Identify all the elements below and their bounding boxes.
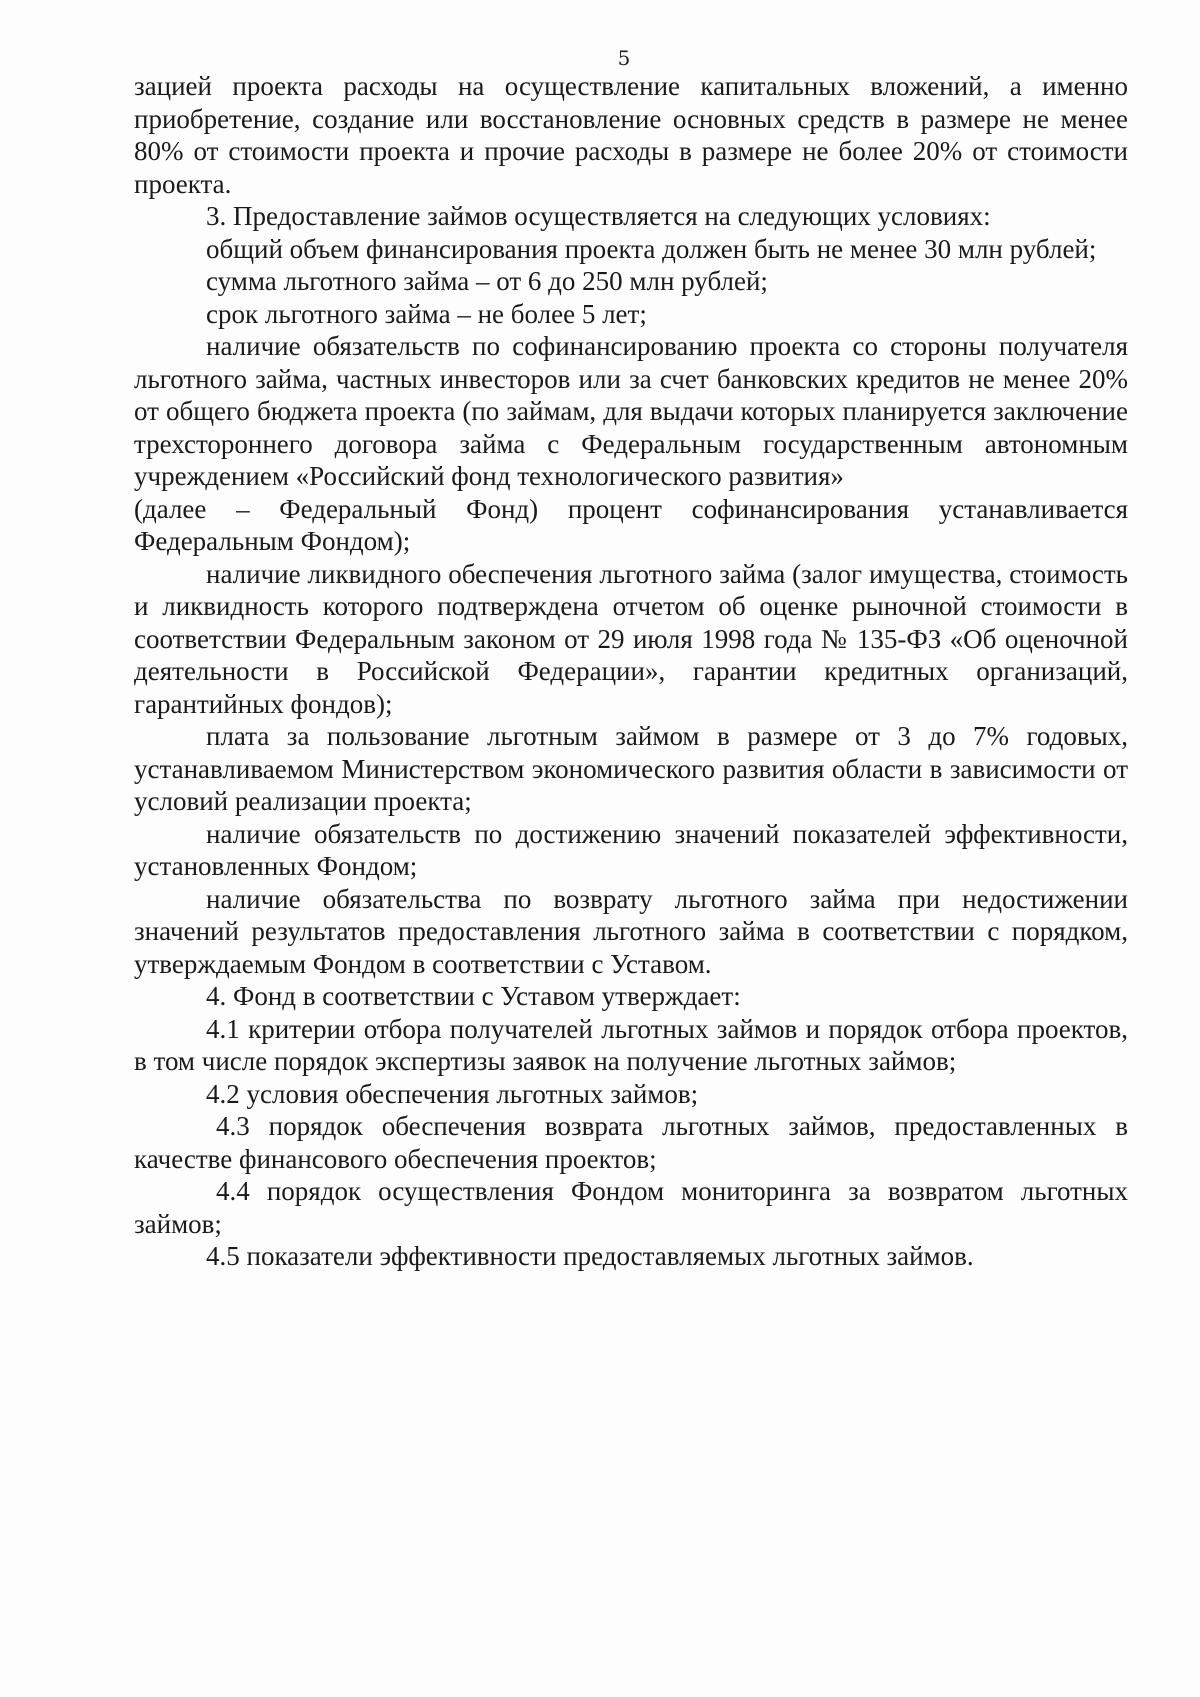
paragraph-4-5: 4.5 показатели эффективности предоставляемых льготных займов. bbox=[206, 1241, 974, 1271]
paragraph-interest-rate: плата за пользование льготным займом в размере от 3 до 7% годовых, устанавливаемом Министерством экономического развития области в зависимости от условий реализации проекта; bbox=[134, 721, 1128, 816]
paragraph-section-4-heading: 4. Фонд в соответствии с Уставом утверждает: bbox=[206, 981, 741, 1011]
paragraph-efficiency-obligations: наличие обязательств по достижению значений показателей эффективности, установленных Фондом; bbox=[134, 818, 1128, 881]
paragraph-repayment-obligation: наличие обязательства по возврату льготного займа при недостижении значений результатов предоставления льготного займа в соответствии с порядком, утверждаемым Фондом в соответствии с Уставом. bbox=[134, 883, 1128, 979]
paragraph-continuation: зацией проекта расходы на осуществление капитальных вложений, а именно приобретение, создание или восстановление основных средств в размере не менее 80% от стоимости проекта и прочие расходы в размере не более 20% от стоимости проекта. bbox=[134, 71, 1128, 199]
page-number: 5 bbox=[617, 46, 631, 70]
paragraph-federal-fund: (далее – Федеральный Фонд) процент софинансирования устанавливается Федеральным Фондом); bbox=[134, 493, 1128, 556]
paragraph-4-1: 4.1 критерии отбора получателей льготных займов и порядок отбора проектов, в том числе порядок экспертизы заявок на получение льготных займов; bbox=[134, 1013, 1128, 1076]
paragraph-cofinancing: наличие обязательств по софинансированию проекта со стороны получателя льготного займа, частных инвесторов или за счет банковских кредитов не менее 20% от общего бюджета проекта (по займам, для выдачи которых планируется заключение трехстороннего договора займа с Федеральным государственным автономным учреждением «Российский фонд технологического развития» bbox=[134, 331, 1128, 491]
paragraph-4-4: 4.4 порядок осуществления Фондом мониторинга за возвратом льготных займов; bbox=[134, 1176, 1128, 1239]
paragraph-loan-term: срок льготного займа – не более 5 лет; bbox=[206, 298, 647, 329]
paragraph-collateral: наличие ликвидного обеспечения льготного займа (залог имущества, стоимость и ликвидность которого подтверждена отчетом об оценке рыночной стоимости в соответствии Федеральным законом от 29 июля 1998 года № 135-ФЗ «Об оценочной деятельности в Российской Федерации», гарантии кредитных организаций, гарантийных фондов); bbox=[134, 558, 1128, 719]
paragraph-loan-amount: сумма льготного займа – от 6 до 250 млн рублей; bbox=[206, 266, 768, 296]
paragraph-section-3-heading: 3. Предоставление займов осуществляется на следующих условиях: bbox=[206, 201, 991, 231]
paragraph-financing-volume: общий объем финансирования проекта должен быть не менее 30 млн рублей; bbox=[206, 233, 1097, 264]
paragraph-4-2: 4.2 условия обеспечения льготных займов; bbox=[206, 1078, 699, 1109]
paragraph-4-3: 4.3 порядок обеспечения возврата льготных займов, предоставленных в качестве финансового обеспечения проектов; bbox=[134, 1111, 1128, 1174]
document-body bbox=[134, 70, 1128, 1273]
